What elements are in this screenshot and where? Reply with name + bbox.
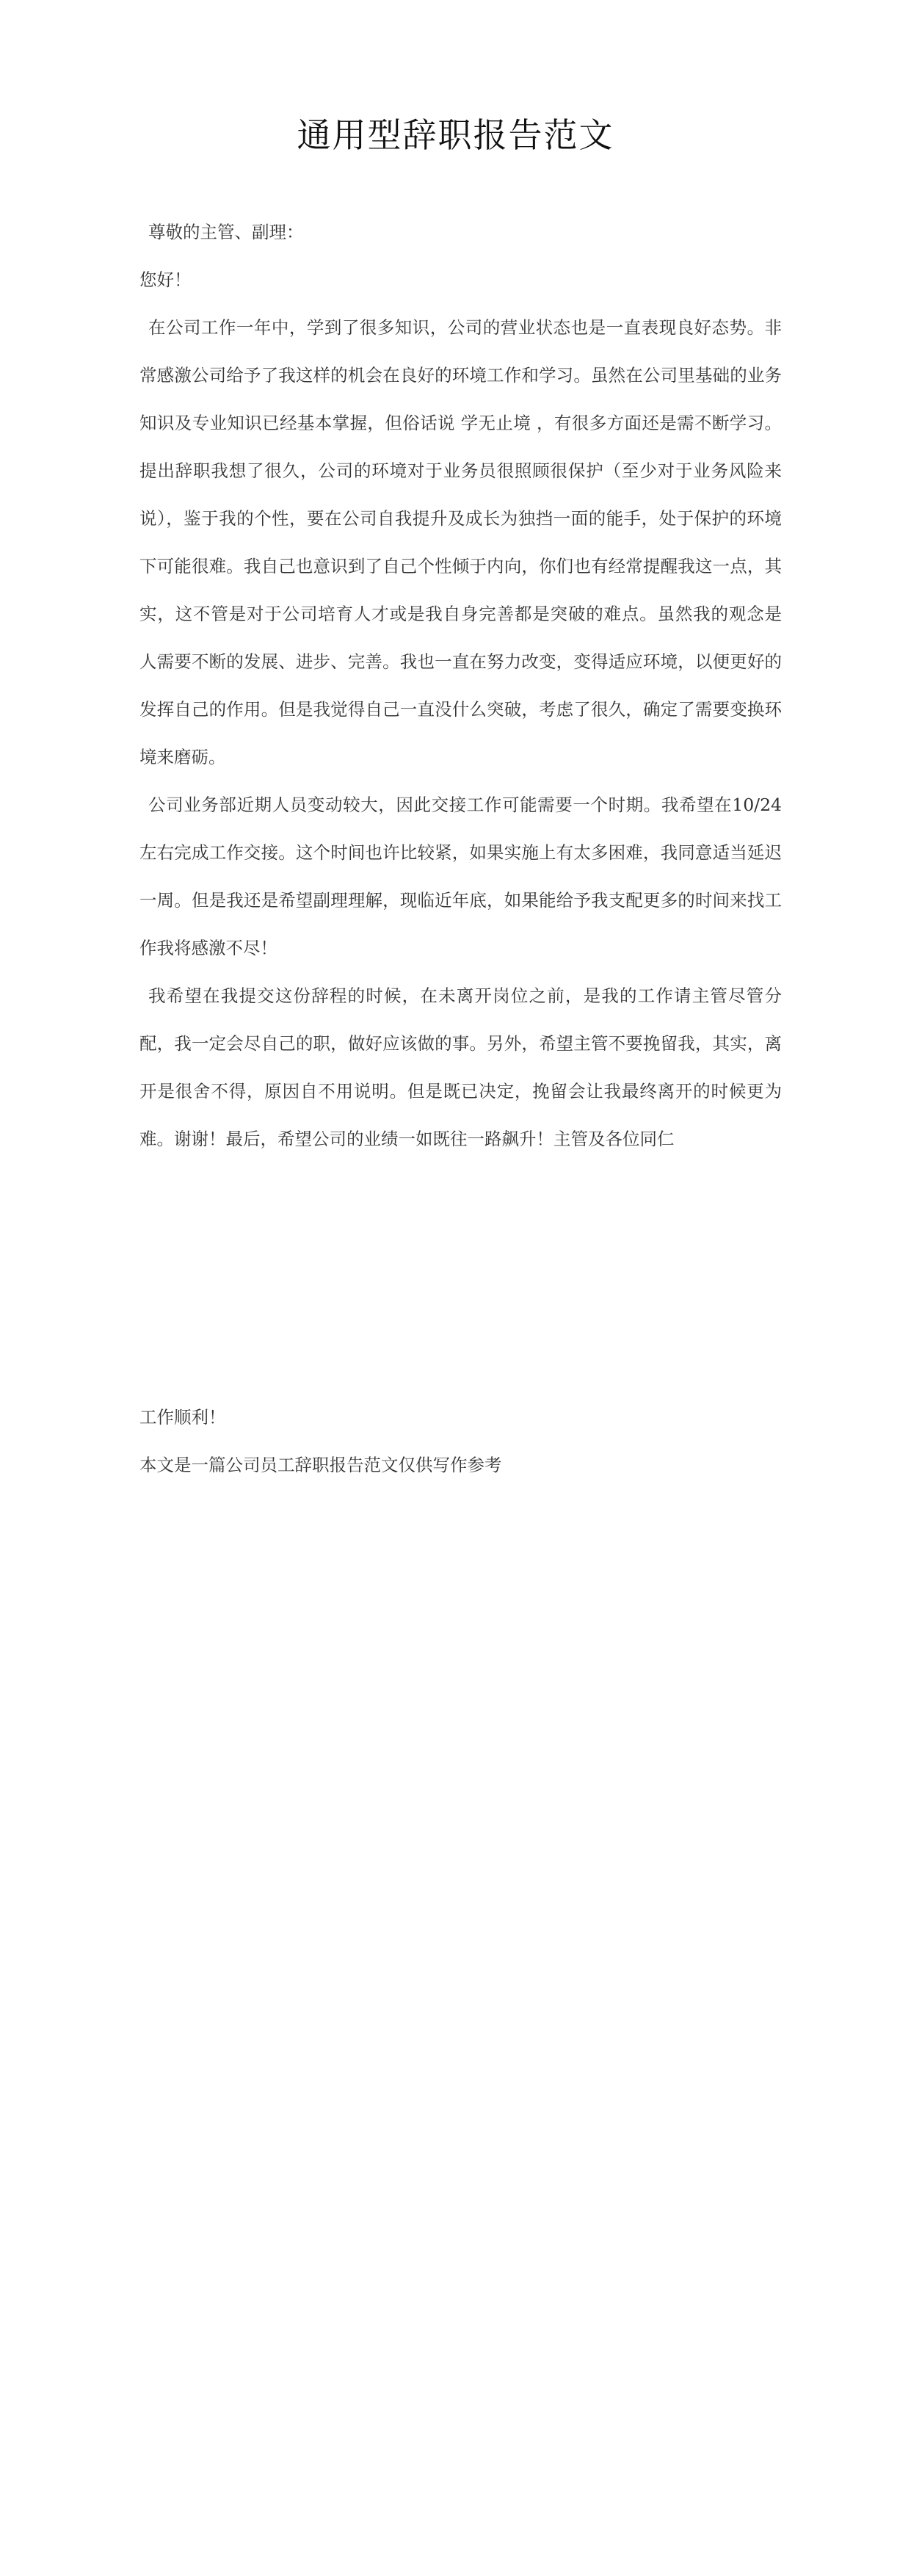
reference-note: 本文是一篇公司员工辞职报告范文仅供写作参考 — [139, 1455, 502, 1475]
greeting: 您好！ — [139, 269, 192, 290]
paragraph-closing-wishes: 我希望在我提交这份辞程的时候，在未离开岗位之前，是我的工作请主管尽管分配，我一定会尽自己的职，做好应该做的事。另外，希望主管不要挽留我，其实，离开是很舍不得，原因自不用说明。但是既已决定，挽留会让我最终离开的时候更为难。谢谢！最后，希望公司的业绩一如既往一路飙升！主管及各位同仁 — [139, 985, 782, 1149]
closing-line: 工作顺利！ — [139, 1407, 226, 1428]
paragraph-reasons: 在公司工作一年中，学到了很多知识，公司的营业状态也是一直表现良好态势。非常感激公司给予了我这样的机会在良好的环境工作和学习。虽然在公司里基础的业务知识及专业知识已经基本掌握，但俗话说 学无止境 ，有很多方面还是需不断学习。提出辞职我想了很久，公司的环境对于业务员很照顾很保护（至少对于业务风险来说），鉴于我的个性，要在公司自我提升及成长为独挡一面的能手，处于保护的环境下可能很难。我自己也意识到了自己个性倾于内向，你们也有经常提醒我这一点，其实，这不管是对于公司培育人才或是我自身完善都是突破的难点。虽然我的观念是 人需要不断的发展、进步、完善。我也一直在努力改变，变得适应环境，以便更好的发挥自己的作用。但是我觉得自己一直没什么突破，考虑了很久，确定了需要变换环境来磨砺。 — [139, 317, 782, 767]
document-title: 通用型辞职报告范文 — [297, 115, 614, 155]
paragraph-handover: 公司业务部近期人员变动较大，因此交接工作可能需要一个时期。我希望在10/24 左右完成工作交接。这个时间也许比较紧，如果实施上有太多困难，我同意适当延迟一周。但是我还是希望副理理解，现临近年底，如果能给予我支配更多的时间来找工作我将感激不尽！ — [139, 795, 782, 958]
salutation: 尊敬的主管、副理： — [148, 222, 304, 242]
